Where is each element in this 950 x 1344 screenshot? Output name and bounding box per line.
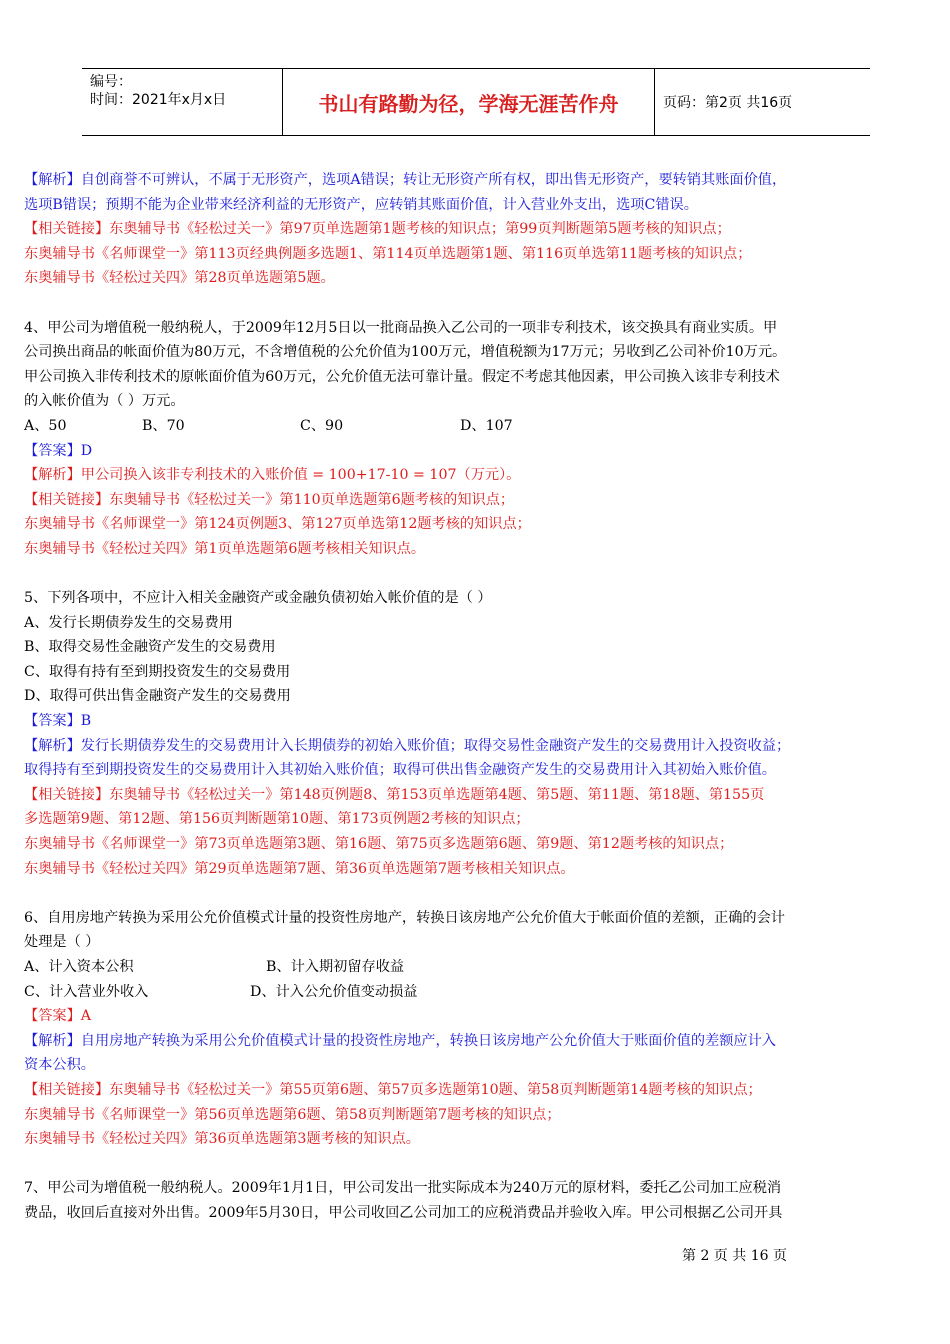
q7-stem-line-2: 费品，收回后直接对外出售。2009年5月30日，甲公司收回乙公司加工的应税消费品并验收入库。甲公司根据乙公司开具 xyxy=(24,1204,783,1221)
q4-option-b: B、70 xyxy=(142,417,185,434)
q6-option-c: C、计入营业外收入 xyxy=(24,983,149,1000)
spacer xyxy=(24,881,936,906)
q6-option-d: D、计入公允价值变动损益 xyxy=(250,983,418,1000)
q4-link-line-2: 东奥辅导书《名师课堂一》第124页例题3、第127页单选第12题考核的知识点； xyxy=(24,516,531,533)
q5-option-c: C、取得有持有至到期投资发生的交易费用 xyxy=(24,663,291,680)
page-header xyxy=(82,68,870,136)
q6-link-line-1: 【相关链接】东奥辅导书《轻松过关一》第55页第6题、第57页多选题第10题、第58页判断题第14题考核的知识点； xyxy=(24,1081,762,1098)
q5-stem: 5、下列各项中，不应计入相关金融资产或金融负债初始入帐价值的是（ ） xyxy=(24,590,492,607)
q4-stem-line-2: 公司换出商品的帐面价值为80万元，不含增值税的公允价值为100万元，增值税额为17万元；另收到乙公司补价10万元。 xyxy=(24,344,787,361)
header-motto: 书山有路勤为径，学海无涯苦作舟 xyxy=(282,69,655,135)
q6-option-b: B、计入期初留存收益 xyxy=(266,959,405,975)
page-footer: 第 2 页 共 16 页 xyxy=(682,1248,787,1264)
q3-link-line-1: 【相关链接】东奥辅导书《轻松过关一》第97页单选题第1题考核的知识点；第99页判断题第5题考核的知识点； xyxy=(24,221,731,238)
q5-link-line-2: 多选题第9题、第12题、第156页判断题第10题、第173页例题2考核的知识点； xyxy=(24,811,530,828)
q6-analysis-line-1: 【解析】自用房地产转换为采用公允价值模式计量的投资性房地产，转换日该房地产公允价值大于账面价值的差额应计入 xyxy=(24,1032,776,1049)
number-label: 编号： xyxy=(90,74,132,90)
q4-stem-line-1: 4、甲公司为增值税一般纳税人，于2009年12月5日以一批商品换入乙公司的一项非专利技术，该交换具有商业实质。甲 xyxy=(24,319,778,336)
q4-option-d: D、107 xyxy=(460,417,513,434)
spacer xyxy=(24,1152,936,1177)
q6-option-a: A、计入资本公积 xyxy=(24,959,134,975)
q7-stem-line-1: 7、甲公司为增值税一般纳税人。2009年1月1日，甲公司发出一批实际成本为240万元的原材料，委托乙公司加工应税消 xyxy=(24,1180,782,1197)
q6-link-line-2: 东奥辅导书《名师课堂一》第56页单选题第6题、第58页判断题第7题考核的知识点； xyxy=(24,1106,561,1123)
q5-answer: 【答案】B xyxy=(24,713,92,730)
q4-stem-line-4: 的入帐价值为（ ）万元。 xyxy=(24,393,185,410)
q6-link-line-3: 东奥辅导书《轻松过关四》第36页单选题第3题考核的知识点。 xyxy=(24,1131,420,1148)
q4-link-line-1: 【相关链接】东奥辅导书《轻松过关一》第110页单选题第6题考核的知识点； xyxy=(24,491,515,508)
q5-link-line-3: 东奥辅导书《名师课堂一》第73页单选题第3题、第16题、第75页多选题第6题、第9题、第12题考核的知识点； xyxy=(24,836,734,853)
q5-option-b: B、取得交易性金融资产发生的交易费用 xyxy=(24,639,276,656)
q3-link-line-2: 东奥辅导书《名师课堂一》第113页经典例题多选题1、第114页单选题第1题、第116页单选第11题考核的知识点； xyxy=(24,245,752,262)
q3-analysis-line-2: 选项B错误；预期不能为企业带来经济利益的无形资产，应转销其账面价值，计入营业外支出，选项C错误。 xyxy=(24,196,698,213)
spacer xyxy=(24,291,936,316)
q5-link-line-4: 东奥辅导书《轻松过关四》第29页单选题第7题、第36页单选题第7题考核相关知识点。 xyxy=(24,860,575,877)
q5-analysis-line-2: 取得持有至到期投资发生的交易费用计入其初始入账价值；取得可供出售金融资产发生的交易费用计入其初始入账价值。 xyxy=(24,762,776,779)
q4-options xyxy=(24,414,936,439)
header-meta xyxy=(82,69,282,135)
q4-stem-line-3: 甲公司换入非传利技术的原帐面价值为60万元，公允价值无法可靠计量。假定不考虑其他因素，甲公司换入该非专利技术 xyxy=(24,368,780,385)
document-body xyxy=(24,168,936,1226)
q5-link-line-1: 【相关链接】东奥辅导书《轻松过关一》第148页例题8、第153页单选题第4题、第5题、第11题、第18题、第155页 xyxy=(24,786,765,803)
q3-link-line-3: 东奥辅导书《轻松过关四》第28页单选题第5题。 xyxy=(24,270,335,287)
spacer xyxy=(24,562,936,587)
q6-stem-line-2: 处理是（ ） xyxy=(24,934,100,951)
q6-options-row-2 xyxy=(24,980,936,1005)
q4-link-line-3: 东奥辅导书《轻松过关四》第1页单选题第6题考核相关知识点。 xyxy=(24,540,426,557)
q4-answer: 【答案】D xyxy=(24,442,93,459)
q6-options-row-1 xyxy=(24,955,936,980)
q6-stem-line-1: 6、自用房地产转换为采用公允价值模式计量的投资性房地产，转换日该房地产公允价值大于帐面价值的差额，正确的会计 xyxy=(24,909,785,926)
q5-option-d: D、取得可供出售金融资产发生的交易费用 xyxy=(24,688,291,705)
q4-option-a: A、50 xyxy=(24,417,67,434)
q4-option-c: C、90 xyxy=(300,417,344,434)
time-label: 时间：2021年x月x日 xyxy=(90,92,227,108)
q5-option-a: A、发行长期债券发生的交易费用 xyxy=(24,614,233,631)
header-page-label: 页码：第2页 共16页 xyxy=(663,95,793,111)
q5-analysis-line-1: 【解析】发行长期债券发生的交易费用计入长期债券的初始入账价值；取得交易性金融资产发生的交易费用计入投资收益； xyxy=(24,737,791,754)
q6-analysis-line-2: 资本公积。 xyxy=(24,1057,95,1074)
q4-analysis: 【解析】甲公司换入该非专利技术的入账价值 = 100+17-10 = 107（万元）。 xyxy=(24,467,521,484)
q6-answer: 【答案】A xyxy=(24,1008,91,1025)
q3-analysis-line-1: 【解析】自创商誉不可辨认，不属于无形资产，选项A错误；转让无形资产所有权，即出售无形资产，要转销其账面价值， xyxy=(24,172,787,188)
